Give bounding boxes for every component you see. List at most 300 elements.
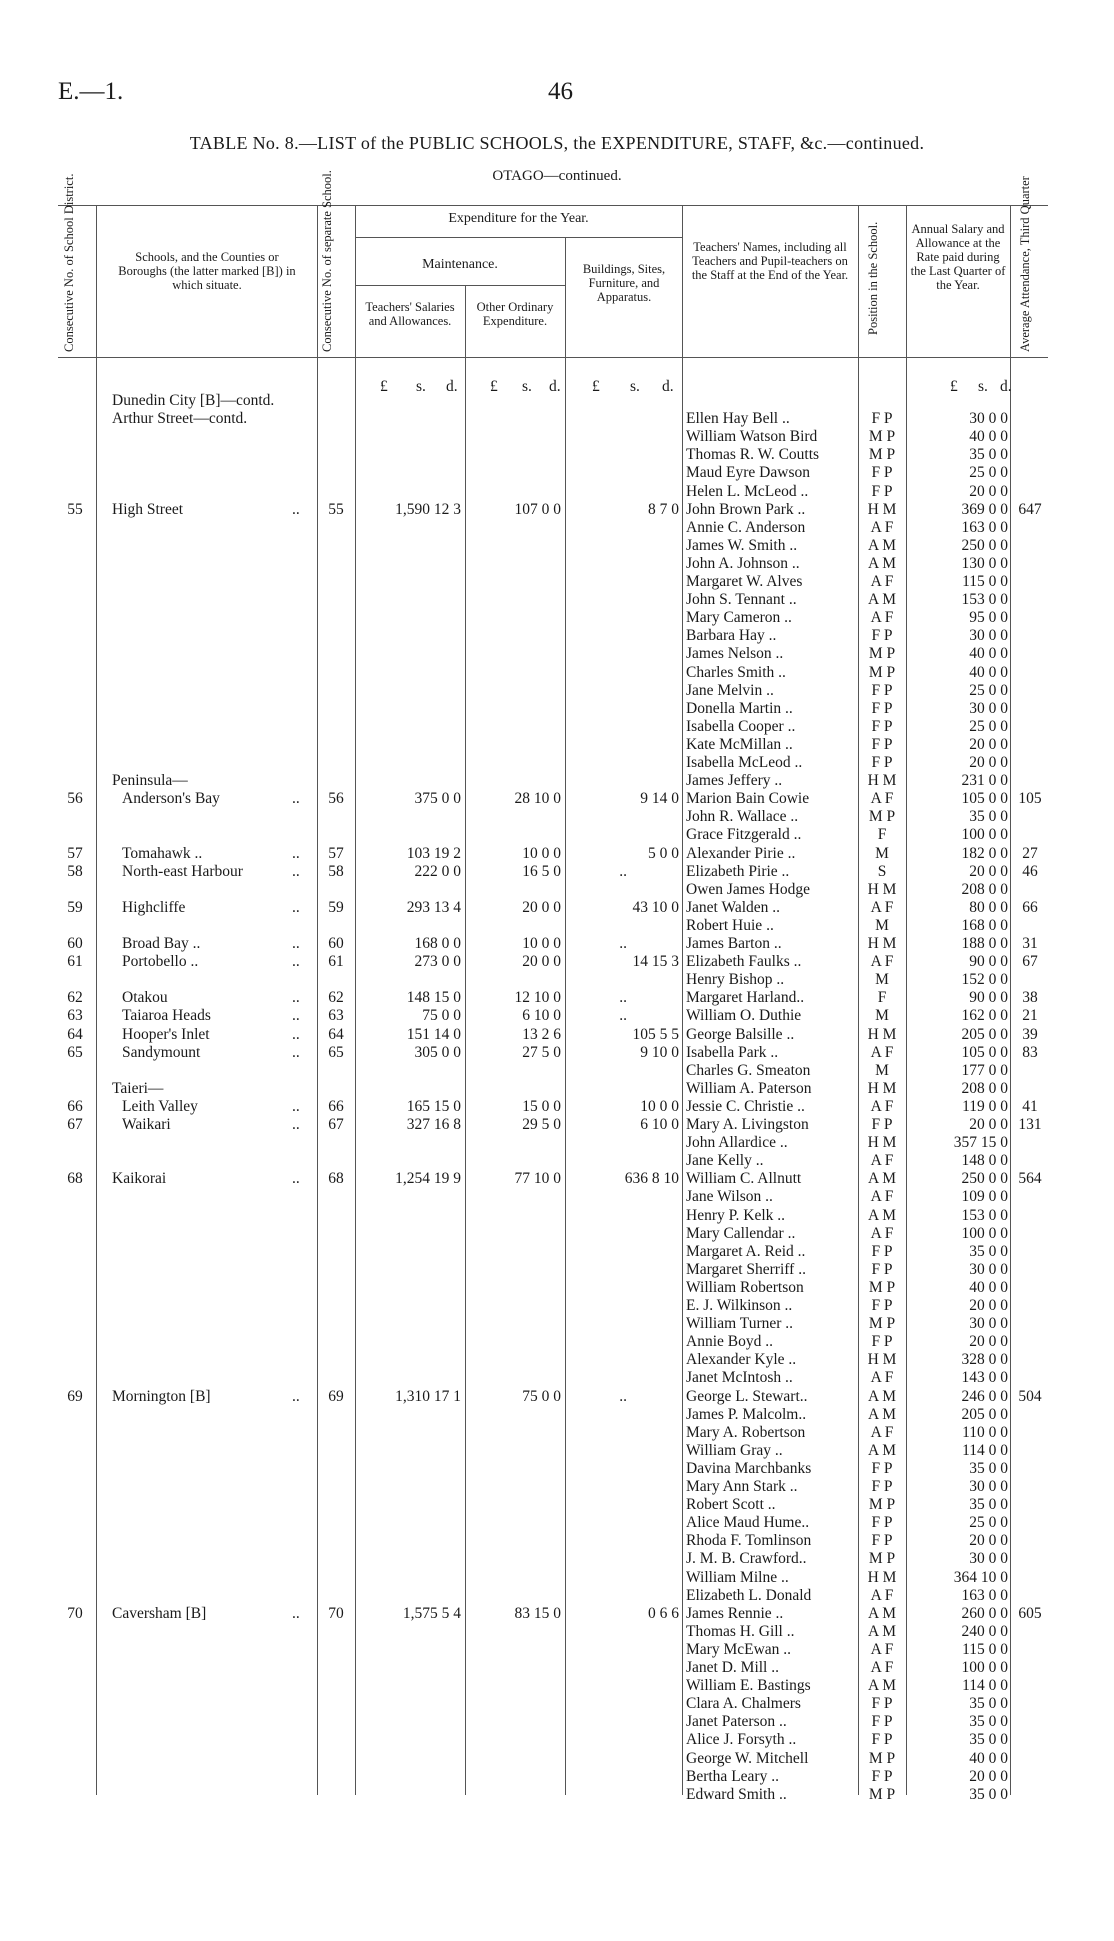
- teacher-salary: 153 0 0: [961, 591, 1008, 609]
- col-rule-4: [465, 285, 466, 1795]
- teacher-position: M P: [868, 428, 896, 446]
- teacher-salary: 357 15 0: [953, 1134, 1008, 1152]
- teacher-salary: 182 0 0: [961, 844, 1008, 862]
- teacher-salary: 40 0 0: [969, 1749, 1008, 1767]
- buildings-value: 14 15 3: [632, 953, 679, 971]
- teacher-position: F P: [871, 1260, 893, 1278]
- unit-pence-2: d.: [549, 378, 561, 395]
- hdr-teachers: Teachers' Names, including all Teachers and Pupil-teachers on the Staff at the End of the Year.: [691, 240, 849, 282]
- district-number: 56: [67, 790, 83, 808]
- school-name: Otakou: [122, 989, 168, 1007]
- school-name: Broad Bay ..: [122, 935, 201, 952]
- school-name: High Street: [112, 500, 184, 518]
- teacher-position: F P: [871, 681, 893, 699]
- separate-school-number: 68: [328, 1170, 344, 1188]
- teacher-position: A M: [868, 1677, 896, 1695]
- district-number: 57: [67, 844, 83, 862]
- teacher-salary: 30 0 0: [969, 410, 1008, 428]
- district-number: 67: [67, 1116, 83, 1133]
- col-rule-7: [858, 205, 859, 1795]
- teacher-name: George W. Mitchell: [686, 1749, 809, 1767]
- teacher-salary: 40 0 0: [969, 645, 1008, 663]
- teacher-name: John Allardice ..: [686, 1134, 788, 1152]
- salaries-value: 273 0 0: [414, 953, 461, 971]
- maintenance-rule: [355, 285, 565, 286]
- teacher-position: H M: [867, 1079, 897, 1097]
- teacher-position: M P: [868, 1315, 896, 1333]
- other-expenditure-value: 107 0 0: [514, 500, 561, 518]
- teacher-name: Jane Melvin ..: [686, 681, 774, 699]
- teacher-salary: 162 0 0: [961, 1007, 1008, 1025]
- teacher-name: James Jeffery ..: [686, 772, 783, 790]
- district-number: 60: [67, 935, 83, 952]
- teacher-position: A F: [870, 1423, 894, 1441]
- salaries-value: 1,254 19 9: [395, 1170, 461, 1188]
- leader-dots: ..: [292, 898, 300, 916]
- teacher-salary: 20 0 0: [969, 1297, 1008, 1314]
- district-number: 64: [67, 1025, 83, 1043]
- teacher-name: William Turner ..: [686, 1315, 794, 1333]
- teacher-position: M P: [868, 808, 896, 826]
- teacher-salary: 115 0 0: [962, 573, 1008, 590]
- district-number: 61: [67, 953, 83, 971]
- teacher-name: Mary Cameron ..: [686, 609, 792, 627]
- teacher-salary: 369 0 0: [961, 500, 1008, 518]
- district-number: 65: [67, 1043, 83, 1061]
- separate-school-number: 56: [328, 790, 344, 808]
- teacher-name: Marion Bain Cowie: [686, 790, 810, 808]
- teacher-salary: 35 0 0: [969, 446, 1008, 464]
- salaries-value: 75 0 0: [422, 1007, 461, 1025]
- other-expenditure-value: 13 2 6: [522, 1025, 561, 1043]
- buildings-value: 105 5 5: [632, 1025, 679, 1043]
- teacher-position: A M: [868, 1206, 896, 1224]
- teacher-position: A F: [870, 1152, 894, 1170]
- teacher-position: M: [875, 916, 889, 934]
- teacher-position: A F: [870, 1224, 894, 1242]
- teacher-name: Charles G. Smeaton: [686, 1061, 811, 1079]
- teacher-salary: 100 0 0: [961, 826, 1008, 844]
- buildings-value: 636 8 10: [624, 1170, 679, 1188]
- other-expenditure-value: 15 0 0: [522, 1097, 561, 1115]
- teacher-position: H M: [867, 1134, 897, 1152]
- teacher-salary: 100 0 0: [961, 1224, 1008, 1242]
- district-number: 58: [67, 862, 83, 880]
- teacher-name: Margaret A. Reid ..: [686, 1242, 806, 1260]
- teacher-salary: 20 0 0: [969, 482, 1008, 500]
- teacher-name: Donella Martin ..: [686, 699, 793, 717]
- leader-dots: ..: [292, 935, 300, 952]
- teacher-salary: 90 0 0: [969, 989, 1008, 1007]
- teacher-salary: 35 0 0: [969, 1731, 1008, 1749]
- unit-pence-1: d.: [446, 378, 458, 395]
- buildings-value: 43 10 0: [632, 898, 679, 916]
- separate-school-number: 55: [328, 500, 344, 518]
- salaries-value: 148 15 0: [406, 989, 461, 1007]
- teacher-name: Alexander Kyle ..: [686, 1351, 797, 1369]
- salaries-value: 327 16 8: [406, 1116, 461, 1133]
- teacher-salary: 30 0 0: [969, 1260, 1008, 1278]
- leader-dots: ..: [292, 1604, 300, 1622]
- teacher-name: Owen James Hodge: [686, 880, 810, 898]
- teacher-name: Annie C. Anderson: [686, 518, 806, 536]
- teacher-position: S: [877, 862, 887, 880]
- salaries-value: 1,590 12 3: [395, 500, 461, 518]
- header-bottom-rule: [58, 357, 1048, 358]
- teacher-salary: 114 0 0: [962, 1441, 1008, 1459]
- teacher-position: A F: [870, 1188, 894, 1206]
- unit-pence-3: d.: [662, 378, 674, 395]
- teacher-name: John A. Johnson ..: [686, 554, 800, 572]
- teacher-salary: 35 0 0: [969, 1785, 1008, 1803]
- teacher-position: F P: [871, 1242, 893, 1260]
- leader-dots: ..: [292, 1170, 300, 1188]
- teacher-salary: 30 0 0: [969, 1550, 1008, 1568]
- teacher-name: Henry P. Kelk ..: [686, 1206, 786, 1224]
- teacher-salary: 30 0 0: [969, 1315, 1008, 1333]
- other-expenditure-value: 29 5 0: [522, 1116, 561, 1133]
- teacher-salary: 260 0 0: [961, 1604, 1008, 1622]
- teacher-name: Bertha Leary ..: [686, 1767, 779, 1785]
- teacher-salary: 250 0 0: [961, 536, 1008, 554]
- teacher-name: Elizabeth Pirie ..: [686, 862, 790, 880]
- unit-pound-4: £: [950, 378, 958, 395]
- buildings-value: 9 10 0: [640, 1043, 679, 1061]
- teacher-salary: 25 0 0: [969, 1514, 1008, 1532]
- hdr-position: Position in the School.: [866, 221, 880, 335]
- col-rule-6: [682, 205, 683, 1795]
- teacher-salary: 168 0 0: [961, 916, 1008, 934]
- separate-school-number: 63: [328, 1007, 344, 1025]
- teacher-name: Elizabeth L. Donald: [686, 1586, 812, 1604]
- expenditure-rule: [355, 237, 682, 238]
- teacher-name: Alice Maud Hume..: [686, 1514, 810, 1532]
- teacher-name: Henry Bishop ..: [686, 971, 785, 989]
- teacher-name: James P. Malcolm..: [686, 1405, 807, 1423]
- buildings-value: 8 7 0: [648, 500, 679, 518]
- col-rule-9: [1010, 205, 1011, 1795]
- other-expenditure-value: 10 0 0: [522, 844, 561, 862]
- salaries-value: 165 15 0: [406, 1097, 461, 1115]
- teacher-position: A M: [868, 1604, 896, 1622]
- teacher-salary: 114 0 0: [962, 1677, 1008, 1695]
- teacher-salary: 90 0 0: [969, 953, 1008, 971]
- average-attendance: 605: [1018, 1604, 1042, 1622]
- teacher-salary: 143 0 0: [961, 1369, 1008, 1387]
- teacher-position: F P: [871, 1478, 893, 1495]
- hdr-district-no: Consecutive No. of School District.: [62, 173, 76, 352]
- school-name: Peninsula—: [112, 772, 188, 790]
- salaries-value: 1,310 17 1: [395, 1387, 461, 1405]
- teacher-name: William C. Allnutt: [686, 1170, 802, 1188]
- school-name: Hooper's Inlet: [122, 1025, 210, 1043]
- school-name: Leith Valley: [122, 1097, 198, 1115]
- teacher-name: William O. Duthie: [686, 1007, 802, 1025]
- teacher-position: H M: [867, 1025, 897, 1043]
- teacher-name: Barbara Hay ..: [686, 627, 777, 645]
- teacher-salary: 20 0 0: [969, 735, 1008, 753]
- teacher-name: Clara A. Chalmers: [686, 1695, 801, 1713]
- teacher-name: William A. Paterson: [686, 1079, 812, 1097]
- teacher-salary: 25 0 0: [969, 464, 1008, 482]
- teacher-salary: 110 0 0: [962, 1423, 1008, 1441]
- unit-shilling-2: s.: [522, 378, 532, 395]
- teacher-position: F P: [871, 1731, 893, 1749]
- leader-dots: ..: [292, 862, 300, 880]
- average-attendance: 21: [1022, 1007, 1038, 1025]
- teacher-name: Grace Fitzgerald ..: [686, 826, 802, 844]
- buildings-value: 9 14 0: [640, 790, 679, 808]
- teacher-salary: 163 0 0: [961, 1586, 1008, 1604]
- district-number: 63: [67, 1007, 83, 1025]
- school-name: Anderson's Bay: [122, 790, 220, 808]
- separate-school-number: 66: [328, 1097, 344, 1115]
- teacher-salary: 205 0 0: [961, 1025, 1008, 1043]
- teacher-salary: 105 0 0: [961, 790, 1008, 808]
- teacher-salary: 25 0 0: [969, 681, 1008, 699]
- teacher-position: F P: [871, 1695, 893, 1713]
- leader-dots: ..: [292, 1116, 300, 1133]
- leader-dots: ..: [292, 989, 300, 1007]
- other-expenditure-value: 20 0 0: [522, 898, 561, 916]
- district-number: 68: [67, 1170, 83, 1188]
- teacher-position: M P: [868, 446, 896, 464]
- teacher-name: Mary A. Robertson: [686, 1423, 806, 1441]
- teacher-position: M P: [868, 1550, 896, 1568]
- teacher-name: Thomas H. Gill ..: [686, 1622, 795, 1640]
- teacher-salary: 328 0 0: [961, 1351, 1008, 1369]
- teacher-salary: 163 0 0: [961, 518, 1008, 536]
- teacher-name: Annie Boyd ..: [686, 1333, 773, 1351]
- teacher-position: F P: [871, 482, 893, 500]
- teacher-salary: 40 0 0: [969, 428, 1008, 446]
- school-name: Highcliffe: [122, 898, 186, 916]
- district-number: 59: [67, 898, 83, 916]
- teacher-name: Mary Callendar ..: [686, 1224, 796, 1242]
- salaries-value: 103 19 2: [406, 844, 461, 862]
- leader-dots: ..: [292, 500, 300, 518]
- teacher-name: Alice J. Forsyth ..: [686, 1731, 797, 1749]
- teacher-salary: 364 10 0: [953, 1568, 1008, 1586]
- other-expenditure-value: 75 0 0: [522, 1387, 561, 1405]
- teacher-name: John S. Tennant ..: [686, 591, 797, 609]
- average-attendance: 67: [1022, 953, 1038, 971]
- teacher-name: J. M. B. Crawford..: [686, 1550, 807, 1568]
- teacher-position: M: [875, 844, 889, 862]
- teacher-name: Mary McEwan ..: [686, 1640, 792, 1658]
- teacher-position: F P: [871, 410, 893, 428]
- school-name: Portobello ..: [122, 953, 199, 971]
- other-expenditure-value: 16 5 0: [522, 862, 561, 880]
- teacher-position: F P: [871, 627, 893, 645]
- teacher-position: M: [875, 1007, 889, 1025]
- leader-dots: ..: [292, 1007, 300, 1025]
- hdr-expenditure: Expenditure for the Year.: [448, 211, 589, 226]
- teacher-salary: 205 0 0: [961, 1405, 1008, 1423]
- teacher-position: A F: [870, 1586, 894, 1604]
- teacher-name: George L. Stewart..: [686, 1387, 808, 1405]
- teacher-position: H M: [867, 935, 897, 952]
- teacher-name: Alexander Pirie ..: [686, 844, 796, 862]
- col-rule-2: [317, 205, 318, 1795]
- leader-dots: ..: [292, 1387, 300, 1405]
- teacher-name: John Brown Park ..: [686, 500, 806, 518]
- teacher-position: A F: [870, 790, 894, 808]
- other-expenditure-value: 10 0 0: [522, 935, 561, 952]
- average-attendance: 105: [1018, 790, 1042, 808]
- unit-shilling-4: s.: [978, 378, 988, 395]
- teacher-position: A F: [870, 898, 894, 916]
- hdr-other: Other Ordinary Expenditure.: [476, 300, 554, 328]
- teacher-salary: 35 0 0: [969, 1242, 1008, 1260]
- hdr-salaries: Teachers' Salaries and Allowances.: [365, 300, 455, 328]
- school-name: Arthur Street—contd.: [112, 410, 248, 428]
- school-name: Kaikorai: [112, 1170, 167, 1188]
- teacher-name: Robert Huie ..: [686, 916, 774, 934]
- teacher-salary: 119 0 0: [962, 1097, 1008, 1115]
- col-rule-5: [565, 237, 566, 1795]
- teacher-position: F P: [871, 1116, 893, 1133]
- leader-dots: ..: [292, 953, 300, 971]
- teacher-position: H M: [867, 1568, 897, 1586]
- table-title: TABLE No. 8.—LIST of the PUBLIC SCHOOLS, the EXPENDITURE, STAFF, &c.—continued.: [189, 133, 925, 153]
- other-expenditure-value: 83 15 0: [514, 1604, 561, 1622]
- separate-school-number: 60: [328, 935, 344, 952]
- teacher-position: M P: [868, 1785, 896, 1803]
- teacher-position: A F: [870, 1640, 894, 1658]
- teacher-position: M P: [868, 663, 896, 681]
- other-expenditure-value: 20 0 0: [522, 953, 561, 971]
- separate-school-number: 69: [328, 1387, 344, 1405]
- teacher-salary: 231 0 0: [961, 772, 1008, 790]
- buildings-value: 0 6 6: [648, 1604, 679, 1622]
- district-number: 69: [67, 1387, 83, 1405]
- teacher-salary: 177 0 0: [961, 1061, 1008, 1079]
- teacher-salary: 188 0 0: [961, 935, 1008, 952]
- average-attendance: 131: [1018, 1116, 1042, 1133]
- salaries-value: 151 14 0: [406, 1025, 461, 1043]
- teacher-position: H M: [867, 772, 897, 790]
- teacher-salary: 40 0 0: [969, 1278, 1008, 1296]
- section-code: E.—1.: [58, 78, 124, 105]
- separate-school-number: 67: [328, 1116, 344, 1133]
- school-name: Mornington [B]: [112, 1387, 211, 1405]
- teacher-name: James Nelson ..: [686, 645, 784, 663]
- teacher-name: Janet Paterson ..: [686, 1713, 787, 1731]
- table-top-rule: [58, 205, 1048, 206]
- separate-school-number: 65: [328, 1043, 344, 1061]
- teacher-name: William E. Bastings: [686, 1677, 811, 1695]
- teacher-name: Jessie C. Christie ..: [686, 1097, 805, 1115]
- teacher-salary: 35 0 0: [969, 1459, 1008, 1477]
- teacher-salary: 20 0 0: [969, 1532, 1008, 1550]
- leader-dots: ..: [292, 790, 300, 808]
- teacher-salary: 80 0 0: [969, 898, 1008, 916]
- teacher-position: A F: [870, 1043, 894, 1061]
- teacher-position: M: [875, 971, 889, 989]
- buildings-value: ..: [619, 989, 627, 1007]
- separate-school-number: 59: [328, 898, 344, 916]
- teacher-salary: 20 0 0: [969, 754, 1008, 771]
- teacher-name: Maud Eyre Dawson: [686, 464, 810, 482]
- district-number: 70: [67, 1604, 83, 1622]
- teacher-salary: 30 0 0: [969, 1478, 1008, 1495]
- teacher-position: F: [877, 989, 887, 1007]
- col-rule-3: [355, 205, 356, 1795]
- separate-school-number: 58: [328, 862, 344, 880]
- teacher-position: F P: [871, 735, 893, 753]
- school-name: Dunedin City [B]—contd.: [112, 392, 275, 409]
- hdr-buildings: Buildings, Sites, Furniture, and Apparatus.: [582, 262, 666, 304]
- school-name: Taieri—: [112, 1079, 164, 1097]
- teacher-name: Elizabeth Faulks ..: [686, 953, 802, 971]
- salaries-value: 375 0 0: [414, 790, 461, 808]
- teacher-position: A F: [870, 1659, 894, 1676]
- teacher-name: William Robertson: [686, 1278, 804, 1296]
- teacher-position: A M: [868, 1405, 896, 1423]
- other-expenditure-value: 77 10 0: [514, 1170, 561, 1188]
- separate-school-number: 64: [328, 1025, 344, 1043]
- salaries-value: 293 13 4: [406, 898, 461, 916]
- teacher-name: William Gray ..: [686, 1441, 783, 1459]
- other-expenditure-value: 28 10 0: [514, 790, 561, 808]
- teacher-name: Janet McIntosh ..: [686, 1369, 793, 1387]
- teacher-salary: 109 0 0: [961, 1188, 1008, 1206]
- average-attendance: 46: [1022, 862, 1038, 880]
- teacher-position: A M: [868, 554, 896, 572]
- leader-dots: ..: [292, 1097, 300, 1115]
- teacher-name: John R. Wallace ..: [686, 808, 799, 826]
- separate-school-number: 57: [328, 844, 344, 862]
- teacher-position: F P: [871, 717, 893, 735]
- teacher-position: F P: [871, 1514, 893, 1532]
- teacher-salary: 250 0 0: [961, 1170, 1008, 1188]
- teacher-salary: 100 0 0: [961, 1659, 1008, 1676]
- teacher-position: F P: [871, 699, 893, 717]
- teacher-position: F P: [871, 1713, 893, 1731]
- col-rule-8: [906, 205, 907, 1795]
- unit-pound-2: £: [490, 378, 498, 395]
- teacher-salary: 25 0 0: [969, 717, 1008, 735]
- other-expenditure-value: 12 10 0: [514, 989, 561, 1007]
- teacher-name: Jane Kelly ..: [686, 1152, 764, 1170]
- region-subtitle: OTAGO—continued.: [492, 168, 622, 184]
- teacher-position: A M: [868, 1622, 896, 1640]
- buildings-value: ..: [619, 1007, 627, 1025]
- teacher-salary: 35 0 0: [969, 1695, 1008, 1713]
- teacher-name: Kate McMillan ..: [686, 735, 793, 753]
- average-attendance: 39: [1022, 1025, 1038, 1043]
- teacher-name: James Rennie ..: [686, 1604, 784, 1622]
- salaries-value: 222 0 0: [414, 862, 461, 880]
- teacher-position: A F: [870, 518, 894, 536]
- other-expenditure-value: 6 10 0: [522, 1007, 561, 1025]
- teacher-salary: 40 0 0: [969, 663, 1008, 681]
- teacher-name: James Barton ..: [686, 935, 782, 952]
- teacher-salary: 30 0 0: [969, 627, 1008, 645]
- school-name: Waikari: [122, 1116, 171, 1133]
- average-attendance: 27: [1022, 844, 1038, 862]
- teacher-name: William Watson Bird: [686, 428, 818, 446]
- teacher-position: F P: [871, 1767, 893, 1785]
- teacher-salary: 246 0 0: [961, 1387, 1008, 1405]
- teacher-name: Isabella McLeod ..: [686, 754, 803, 771]
- unit-shilling-3: s.: [630, 378, 640, 395]
- average-attendance: 564: [1018, 1170, 1042, 1188]
- buildings-value: 10 0 0: [640, 1097, 679, 1115]
- teacher-name: E. J. Wilkinson ..: [686, 1297, 793, 1314]
- teacher-salary: 35 0 0: [969, 1496, 1008, 1514]
